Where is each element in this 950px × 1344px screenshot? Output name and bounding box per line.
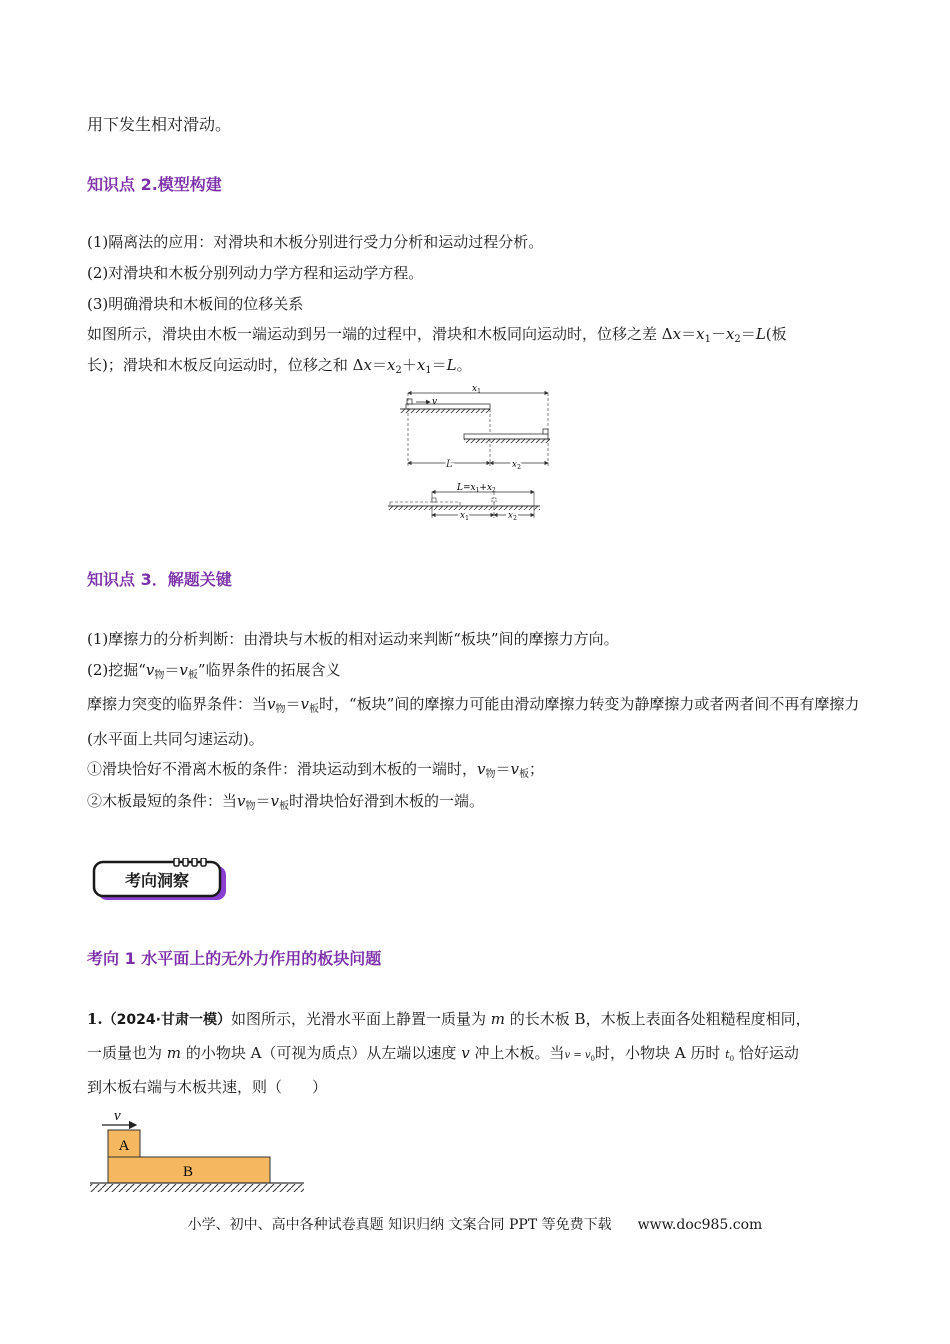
mid-block bbox=[543, 429, 548, 434]
s3-cond-1-a: ①滑块恰好不滑离木板的条件：滑块运动到木板的一端时， bbox=[87, 760, 478, 778]
footer-text: 小学、初中、高中各种试卷真题 知识归纳 文案合同 PPT 等免费下载 bbox=[187, 1217, 612, 1233]
s3-item-1: (1)摩擦力的分析判断：由滑块与木板的相对运动来判断“板块”间的摩擦力方向。 bbox=[87, 630, 619, 648]
fig-sum-label: $L=x_1+x_2$ bbox=[457, 483, 496, 494]
s3-cond-2-b: 时滑块恰好滑到木板的一端。 bbox=[289, 792, 485, 810]
block-A-label: A bbox=[118, 1138, 130, 1154]
bot-block-ghost bbox=[492, 498, 496, 502]
condition-eq: v = v bbox=[564, 1050, 591, 1061]
page-footer bbox=[0, 1214, 950, 1234]
question-text-d: 的小物块 A（可视为质点）从左端以速度 bbox=[185, 1044, 457, 1062]
fig-x2: $x_2$ bbox=[512, 460, 521, 471]
question-text-e: 冲上木板。当 bbox=[474, 1044, 565, 1062]
eq-symbol: ＝ bbox=[285, 695, 301, 713]
s2-para-a: 如图所示，滑块由木板一端运动到另一端的过程中，滑块和木板同向运动时，位移之差 Δ bbox=[87, 325, 673, 343]
s3-para bbox=[87, 688, 865, 755]
v-symbol: v bbox=[477, 760, 486, 778]
condition-sub: 0 bbox=[590, 1055, 595, 1063]
question-line-1 bbox=[87, 1008, 811, 1031]
bot-board-ghost bbox=[390, 502, 460, 506]
s3-cond-1-b: ； bbox=[529, 760, 545, 778]
question-text-g: 恰好运动 bbox=[738, 1044, 799, 1062]
fig-v: v bbox=[432, 397, 438, 407]
block-v-label: v bbox=[114, 1108, 121, 1124]
sub-ban: 板 bbox=[279, 801, 289, 812]
eq-symbol: ＝ bbox=[255, 792, 271, 810]
sub-wu: 物 bbox=[485, 769, 496, 780]
v-symbol: v bbox=[461, 1044, 470, 1062]
s2-para-line2: 长)；滑块和木板反向运动时，位移之和 $\Delta x=x_2+x_1=L$。 bbox=[87, 356, 472, 376]
v-symbol: v bbox=[145, 661, 155, 679]
s2-para-b: 长)；滑块和木板反向运动时，位移之和 Δ bbox=[87, 356, 364, 374]
fig-bot-x1: $x_1$ bbox=[460, 511, 469, 520]
question-source: （2024·甘肃一模） bbox=[102, 1012, 231, 1028]
board-B-label: B bbox=[182, 1164, 194, 1180]
s2-para-line1: 如图所示，滑块由木板一端运动到另一端的过程中，滑块和木板同向运动时，位移之差 $\Delta x=x_1-x_2=L$(板 bbox=[87, 325, 787, 345]
bot-block bbox=[432, 498, 436, 502]
intro-end-text: 用下发生相对滑动。 bbox=[87, 115, 232, 134]
v-symbol: v bbox=[510, 760, 519, 778]
s2-item-1: (1)隔离法的应用：对滑块和木板分别进行受力分析和运动过程分析。 bbox=[87, 233, 544, 251]
ground-hatch bbox=[90, 1184, 304, 1192]
block-board-diagram bbox=[88, 1104, 308, 1196]
s3-cond-2-a: ②木板最短的条件：当 bbox=[87, 792, 238, 810]
fig-x1: $x_1$ bbox=[472, 384, 481, 395]
footer-url: www.doc985.com bbox=[637, 1217, 763, 1233]
sub-wu: 物 bbox=[245, 801, 256, 812]
kaoxiang-badge bbox=[92, 858, 228, 902]
s3-item-2 bbox=[87, 659, 341, 684]
question-text-b: 的长木板 B，木板上表面各处粗糙程度相同， bbox=[509, 1010, 811, 1028]
top-board bbox=[406, 404, 490, 409]
sub-ban: 板 bbox=[309, 704, 319, 715]
question-text-f: 时，小物块 A 历时 bbox=[595, 1044, 721, 1062]
question-number: 1. bbox=[87, 1010, 103, 1028]
eq-symbol: ＝ bbox=[495, 760, 511, 778]
kaoxiang-heading-1: 考向 1 水平面上的无外力作用的板块问题 bbox=[87, 949, 382, 968]
v-symbol: v bbox=[270, 792, 279, 810]
question-text-c: 一质量也为 bbox=[87, 1044, 163, 1062]
sub-ban: 板 bbox=[187, 670, 198, 681]
badge-text: 考向洞察 bbox=[124, 871, 190, 890]
v-symbol: v bbox=[237, 792, 246, 810]
section-heading-3: 知识点 3．解题关键 bbox=[87, 570, 232, 589]
s3-cond-2 bbox=[87, 790, 484, 815]
question-line-3: 到木板右端与木板共速，则（ ） bbox=[87, 1078, 328, 1096]
eq-symbol: ＝ bbox=[164, 661, 180, 679]
s3-para-b: 时，“板块”间的摩擦力可能由滑动摩擦力转变为静摩擦力或者两者间不再有摩擦力(水平面上共同匀速运动)。 bbox=[87, 695, 860, 748]
s3-para-a: 摩擦力突变的临界条件：当 bbox=[87, 695, 268, 713]
displacement-diagram bbox=[380, 384, 580, 520]
s3-cond-1 bbox=[87, 758, 544, 783]
sub-wu: 物 bbox=[275, 704, 286, 715]
sub-wu: 物 bbox=[154, 670, 165, 681]
section-heading-2: 知识点 2.模型构建 bbox=[87, 175, 222, 194]
t-sub: 0 bbox=[729, 1055, 735, 1063]
v-symbol: v bbox=[179, 661, 188, 679]
question-text-a: 如图所示，光滑水平面上静置一质量为 bbox=[230, 1010, 486, 1028]
mid-board bbox=[464, 434, 548, 439]
m-symbol: m bbox=[490, 1010, 505, 1028]
t-symbol: t bbox=[725, 1048, 730, 1061]
fig-bot-x2: $x_2$ bbox=[508, 511, 517, 520]
fig-L: L bbox=[446, 459, 453, 470]
s2-item-2: (2)对滑块和木板分别列动力学方程和运动学方程。 bbox=[87, 264, 424, 282]
s3-item-2-a: (2)挖掘“ bbox=[87, 661, 146, 679]
v-symbol: v bbox=[267, 695, 276, 713]
s2-item-3: (3)明确滑块和木板间的位移关系 bbox=[87, 295, 304, 313]
s3-item-2-b: ”临界条件的拓展含义 bbox=[197, 661, 341, 679]
question-line-2 bbox=[87, 1042, 799, 1067]
v-symbol: v bbox=[300, 695, 309, 713]
m-symbol: m bbox=[166, 1044, 182, 1062]
sub-ban: 板 bbox=[519, 769, 529, 780]
